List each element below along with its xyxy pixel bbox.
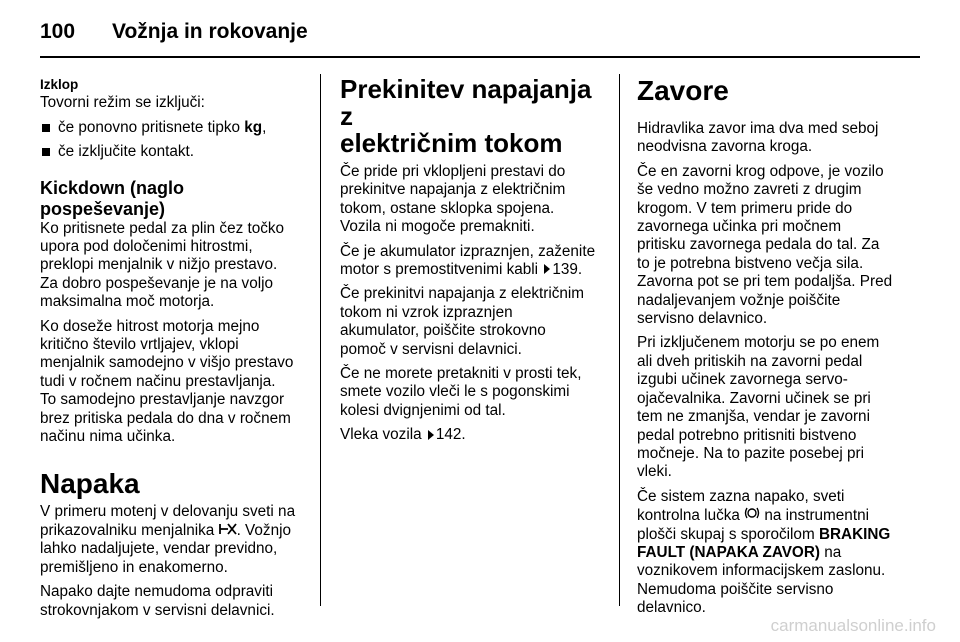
kickdown-heading: Kickdown (naglo pospeševanje) <box>40 177 184 219</box>
izklop-heading: Izklop <box>40 77 79 92</box>
bullet-2-text: če izključite kontakt. <box>58 143 195 161</box>
zavore-text-4b: na instrumentni plošči skupaj s sporočilom <box>637 507 869 543</box>
page-title: Vožnja in rokovanje <box>112 20 308 43</box>
zavore-paragraph-3: Pri izključenem motorju se po enem ali dveh pritiskih na zavorni pedal izgubi učinek zavornega servo- ojačevalnika. Zavorni učinek se pri tem ne zmanjša, vendar je zavorni pedal potrebno pritisniti bistveno močneje. Na to pazite posebej pri vleki. <box>637 334 880 481</box>
page-ref-arrow-icon <box>544 264 550 274</box>
column-divider-1 <box>320 74 321 606</box>
zavore-paragraph-1: Hidravlika zavor ima dva med seboj neodvisna zavorna kroga. <box>637 120 879 156</box>
bullet-item-2 <box>40 143 306 161</box>
power-paragraph-1: Če pride pri vklopljeni prestavi do prekinitve napajanja z električnim tokom, ostane sklopka spojena. Vozila ni mogoče premakniti. <box>340 163 566 236</box>
kg-key-label: kg <box>244 118 263 136</box>
brake-warning-icon <box>744 506 760 524</box>
towing-text: Vleka vozila <box>340 426 426 444</box>
zavore-paragraph-2: Če en zavorni krog odpove, je vozilo še vedno možno zavreti z drugim krogom. V tem primeru pride do zavornega učinka pri močnem pritisku zavornega pedala do tal. Za to je potrebna bistveno večja sila. Zavorna pot se pri tem podaljša. Pred nadaljevanjem vožnje poiščite servisno delavnico. <box>637 162 893 328</box>
page-number: 100 <box>40 20 76 43</box>
braking-fault-message: BRAKING FAULT (NAPAKA ZAVOR) <box>637 525 891 561</box>
power-paragraph-4: Če ne morete pretakniti v prosti tek, smete vozilo vleči le s pogonskimi kolesi dvignjenimi od tal. <box>340 365 582 419</box>
watermark: carmanualsonline.info <box>770 616 936 635</box>
napaka-heading: Napaka <box>40 467 140 499</box>
page-header <box>40 14 920 54</box>
kickdown-paragraph-1: Ko pritisnete pedal za plin čez točko upora pod določenimi hitrostmi, preklopi menjalnik v nižjo prestavo. Za dobro pospeševanje je na voljo maksimalna moč motorja. <box>40 219 285 311</box>
napaka-paragraph-2: Napako dajte nemudoma odpraviti strokovnjakom v servisni delavnici. <box>40 583 275 619</box>
column-1 <box>40 76 306 626</box>
bullet-item-1 <box>40 119 306 137</box>
power-text-2: Če je akumulator izpraznjen, zaženite motor s premostitvenimi kabli <box>340 242 596 279</box>
bullet-1-end: , <box>262 118 267 136</box>
napaka-text-start: V primeru motenj v delovanju sveti na prikazovalniku menjalnika <box>40 502 296 539</box>
napaka-text-end: . Vožnjo lahko nadaljujete, vendar previdno, premišljeno in enakomerno. <box>40 521 291 576</box>
napaka-paragraph-1 <box>40 503 306 578</box>
power-paragraph-2 <box>340 243 608 280</box>
column-2 <box>340 76 608 451</box>
kickdown-paragraph-2: Ko doseže hitrost motorja mejno kritično število vrtljajev, vklopi menjalnik samodejno v višjo prestavo tudi v ročnem načinu prestavljanja. To samodejno prestavljanje navzgor brez pritiska pedala do dna v ročnem načinu nima učinka. <box>40 317 294 446</box>
power-interruption-heading: Prekinitev napajanja z električnim tokom <box>340 74 592 158</box>
zavore-paragraph-4 <box>637 488 907 618</box>
power-paragraph-5 <box>340 426 608 444</box>
power-paragraph-3: Če prekinitvi napajanja z električnim tokom ni vzrok izpraznjen akumulator, poiščite strokovno pomoč v servisni delavnici. <box>340 285 585 358</box>
zavore-heading: Zavore <box>637 75 729 106</box>
gearbox-fault-icon <box>219 521 237 539</box>
header-rule <box>40 56 920 58</box>
column-3 <box>637 76 907 624</box>
bullet-1-text: če ponovno pritisnete tipko <box>58 118 245 136</box>
zavore-text-4a: Če sistem zazna napako, sveti kontrolna lučka <box>637 487 845 525</box>
izklop-text: Tovorni režim se izključi: <box>40 94 205 112</box>
page-ref-142[interactable]: 142. <box>435 426 466 444</box>
page-ref-arrow-icon <box>428 430 434 440</box>
column-divider-2 <box>619 74 620 606</box>
page-ref-139[interactable]: 139. <box>552 261 583 279</box>
zavore-text-4c: na voznikovem informacijskem zaslonu. Nemudoma poiščite servisno delavnico. <box>637 543 886 617</box>
